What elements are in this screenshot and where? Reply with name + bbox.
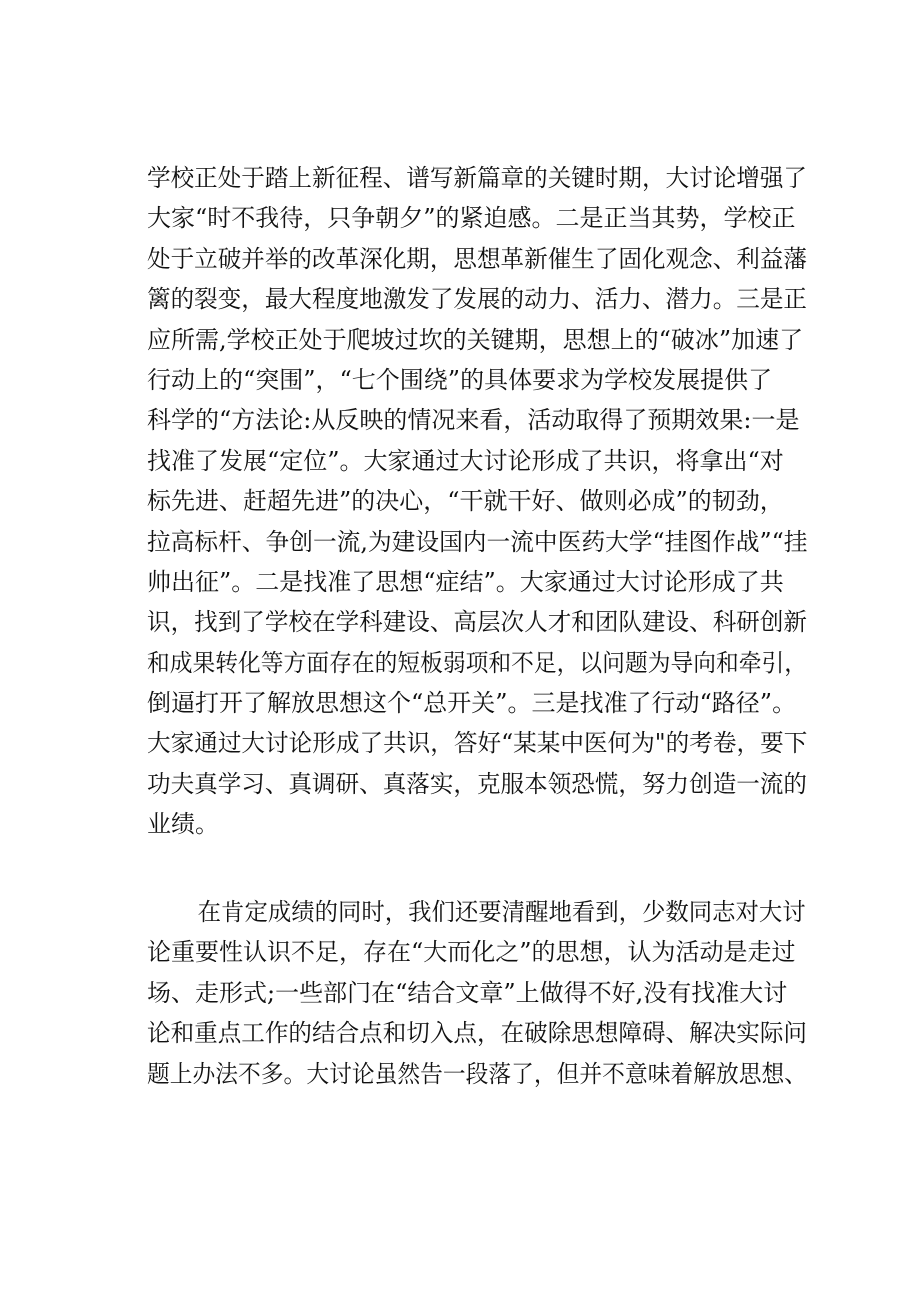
text-line: 拉高标杆、争创一流,为建设国内一流中医药大学“挂图作战”“挂 — [147, 527, 808, 556]
text-line: 帅出征”。二是找准了思想“症结”。大家通过大讨论形成了共 — [147, 567, 784, 596]
text-line: 倒逼打开了解放思想这个“总开关”。三是找准了行动“路径”。 — [147, 689, 797, 718]
text-line: 科学的“方法论:从反映的情况来看，活动取得了预期效果:一是 — [147, 406, 800, 435]
text-line: 标先进、赶超先进”的决心，“干就干好、做则必成”的韧劲， — [147, 487, 784, 516]
text-line: 识，找到了学校在学科建设、高层次人才和团队建设、科研创新 — [147, 608, 807, 637]
text-line: 业绩。 — [147, 810, 219, 839]
text-line: 题上办法不多。大讨论虽然告一段落了，但并不意味着解放思想、 — [147, 1059, 808, 1088]
text-line: 大家通过大讨论形成了共识，答好“某某中医何为"的考卷，要下 — [147, 729, 808, 758]
text-line: 应所需,学校正处于爬坡过坎的关键期，思想上的“破冰”加速了 — [147, 325, 804, 354]
text-line: 篱的裂变，最大程度地激发了发展的动力、活力、潜力。三是正 — [147, 285, 807, 314]
text-line: 找准了发展“定位”。大家通过大讨论形成了共识，将拿出“对 — [147, 446, 784, 475]
text-line: 学校正处于踏上新征程、谱写新篇章的关键时期，大讨论增强了 — [147, 164, 807, 192]
text-line: 处于立破并举的改革深化期，思想革新催生了固化观念、利益藩 — [147, 244, 807, 273]
text-line: 大家“时不我待，只争朝夕”的紧迫感。二是正当其势，学校正 — [147, 204, 796, 233]
text-line: 和成果转化等方面存在的短板弱项和不足，以问题为导向和牵引， — [147, 648, 808, 677]
text-line: 场、走形式;一些部门在“结合文章”上做得不好,没有找准大讨 — [147, 978, 788, 1007]
paragraph-2 — [147, 892, 807, 1094]
text-line-first-indented: 在肯定成绩的同时，我们还要清醒地看到，少数同志对大讨 — [197, 898, 806, 926]
text-line: 论重要性认识不足，存在“大而化之”的思想，认为活动是走过 — [147, 938, 796, 967]
text-line: 功夫真学习、真调研、真落实，克服本领恐慌，努力创造一流的 — [147, 769, 807, 798]
text-line: 行动上的“突围”，“七个围绕”的具体要求为学校发展提供了 — [147, 365, 773, 394]
text-line: 论和重点工作的结合点和切入点，在破除思想障碍、解决实际问 — [147, 1019, 807, 1048]
paragraph-1 — [147, 158, 807, 845]
